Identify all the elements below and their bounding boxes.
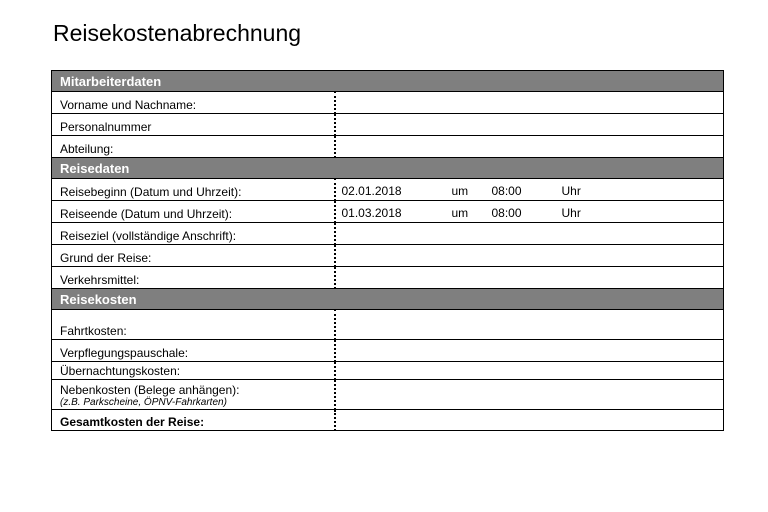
form-row-fahrtkosten (52, 310, 724, 340)
field-label (52, 380, 335, 410)
unit-label: Uhr (561, 184, 581, 198)
form-row-personalnummer (52, 114, 724, 136)
gesamtkosten-field[interactable] (335, 410, 724, 431)
section-title: Mitarbeiterdaten (52, 71, 724, 92)
form-row-verkehrsmittel (52, 267, 724, 289)
form-row-name (52, 92, 724, 114)
end-date-value: 01.03.2018 (341, 206, 402, 220)
reiseziel-field[interactable] (335, 223, 724, 245)
section-header-reise (52, 158, 724, 179)
start-time-value: 08:00 (491, 184, 522, 198)
field-label: Gesamtkosten der Reise: (52, 410, 335, 431)
fahrtkosten-field[interactable] (335, 310, 724, 340)
travel-expense-form (51, 70, 724, 431)
grund-field[interactable] (335, 245, 724, 267)
at-label: um (451, 184, 469, 198)
unit-label: Uhr (561, 206, 581, 220)
field-label: Verpflegungspauschale: (52, 340, 335, 362)
field-label: Vorname und Nachname: (52, 92, 335, 114)
form-row-uebernachtung (52, 362, 724, 380)
form-row-reiseende (52, 201, 724, 223)
name-field[interactable] (335, 92, 724, 114)
section-title: Reisedaten (52, 158, 724, 179)
personalnummer-field[interactable] (335, 114, 724, 136)
form-row-reisebeginn (52, 179, 724, 201)
page-title: Reisekostenabrechnung (53, 20, 302, 46)
field-label: Reiseende (Datum und Uhrzeit): (52, 201, 335, 223)
abteilung-field[interactable] (335, 136, 724, 158)
uebernachtung-field[interactable] (335, 362, 724, 380)
reisebeginn-field[interactable] (335, 179, 724, 201)
field-label: Verkehrsmittel: (52, 267, 335, 289)
field-label: Fahrtkosten: (52, 310, 335, 340)
nebenkosten-label: Nebenkosten (Belege anhängen): (60, 383, 240, 397)
field-label: Personalnummer (52, 114, 335, 136)
start-date-value: 02.01.2018 (341, 184, 402, 198)
form-row-abteilung (52, 136, 724, 158)
nebenkosten-field[interactable] (335, 380, 724, 410)
verpflegung-field[interactable] (335, 340, 724, 362)
form-row-verpflegung (52, 340, 724, 362)
verkehrsmittel-field[interactable] (335, 267, 724, 289)
field-label: Reiseziel (vollständige Anschrift): (52, 223, 335, 245)
end-time-value: 08:00 (491, 206, 522, 220)
field-label: Abteilung: (52, 136, 335, 158)
form-row-grund (52, 245, 724, 267)
section-title: Reisekosten (52, 289, 724, 310)
field-label: Reisebeginn (Datum und Uhrzeit): (52, 179, 335, 201)
form-row-reiseziel (52, 223, 724, 245)
field-label: Übernachtungskosten: (52, 362, 335, 380)
nebenkosten-hint: (z.B. Parkscheine, ÖPNV-Fahrkarten) (60, 397, 227, 408)
field-label: Grund der Reise: (52, 245, 335, 267)
reiseende-field[interactable] (335, 201, 724, 223)
form-row-gesamtkosten (52, 410, 724, 431)
form-row-nebenkosten (52, 380, 724, 410)
at-label: um (451, 206, 469, 220)
section-header-kosten (52, 289, 724, 310)
section-header-mitarbeiter (52, 71, 724, 92)
